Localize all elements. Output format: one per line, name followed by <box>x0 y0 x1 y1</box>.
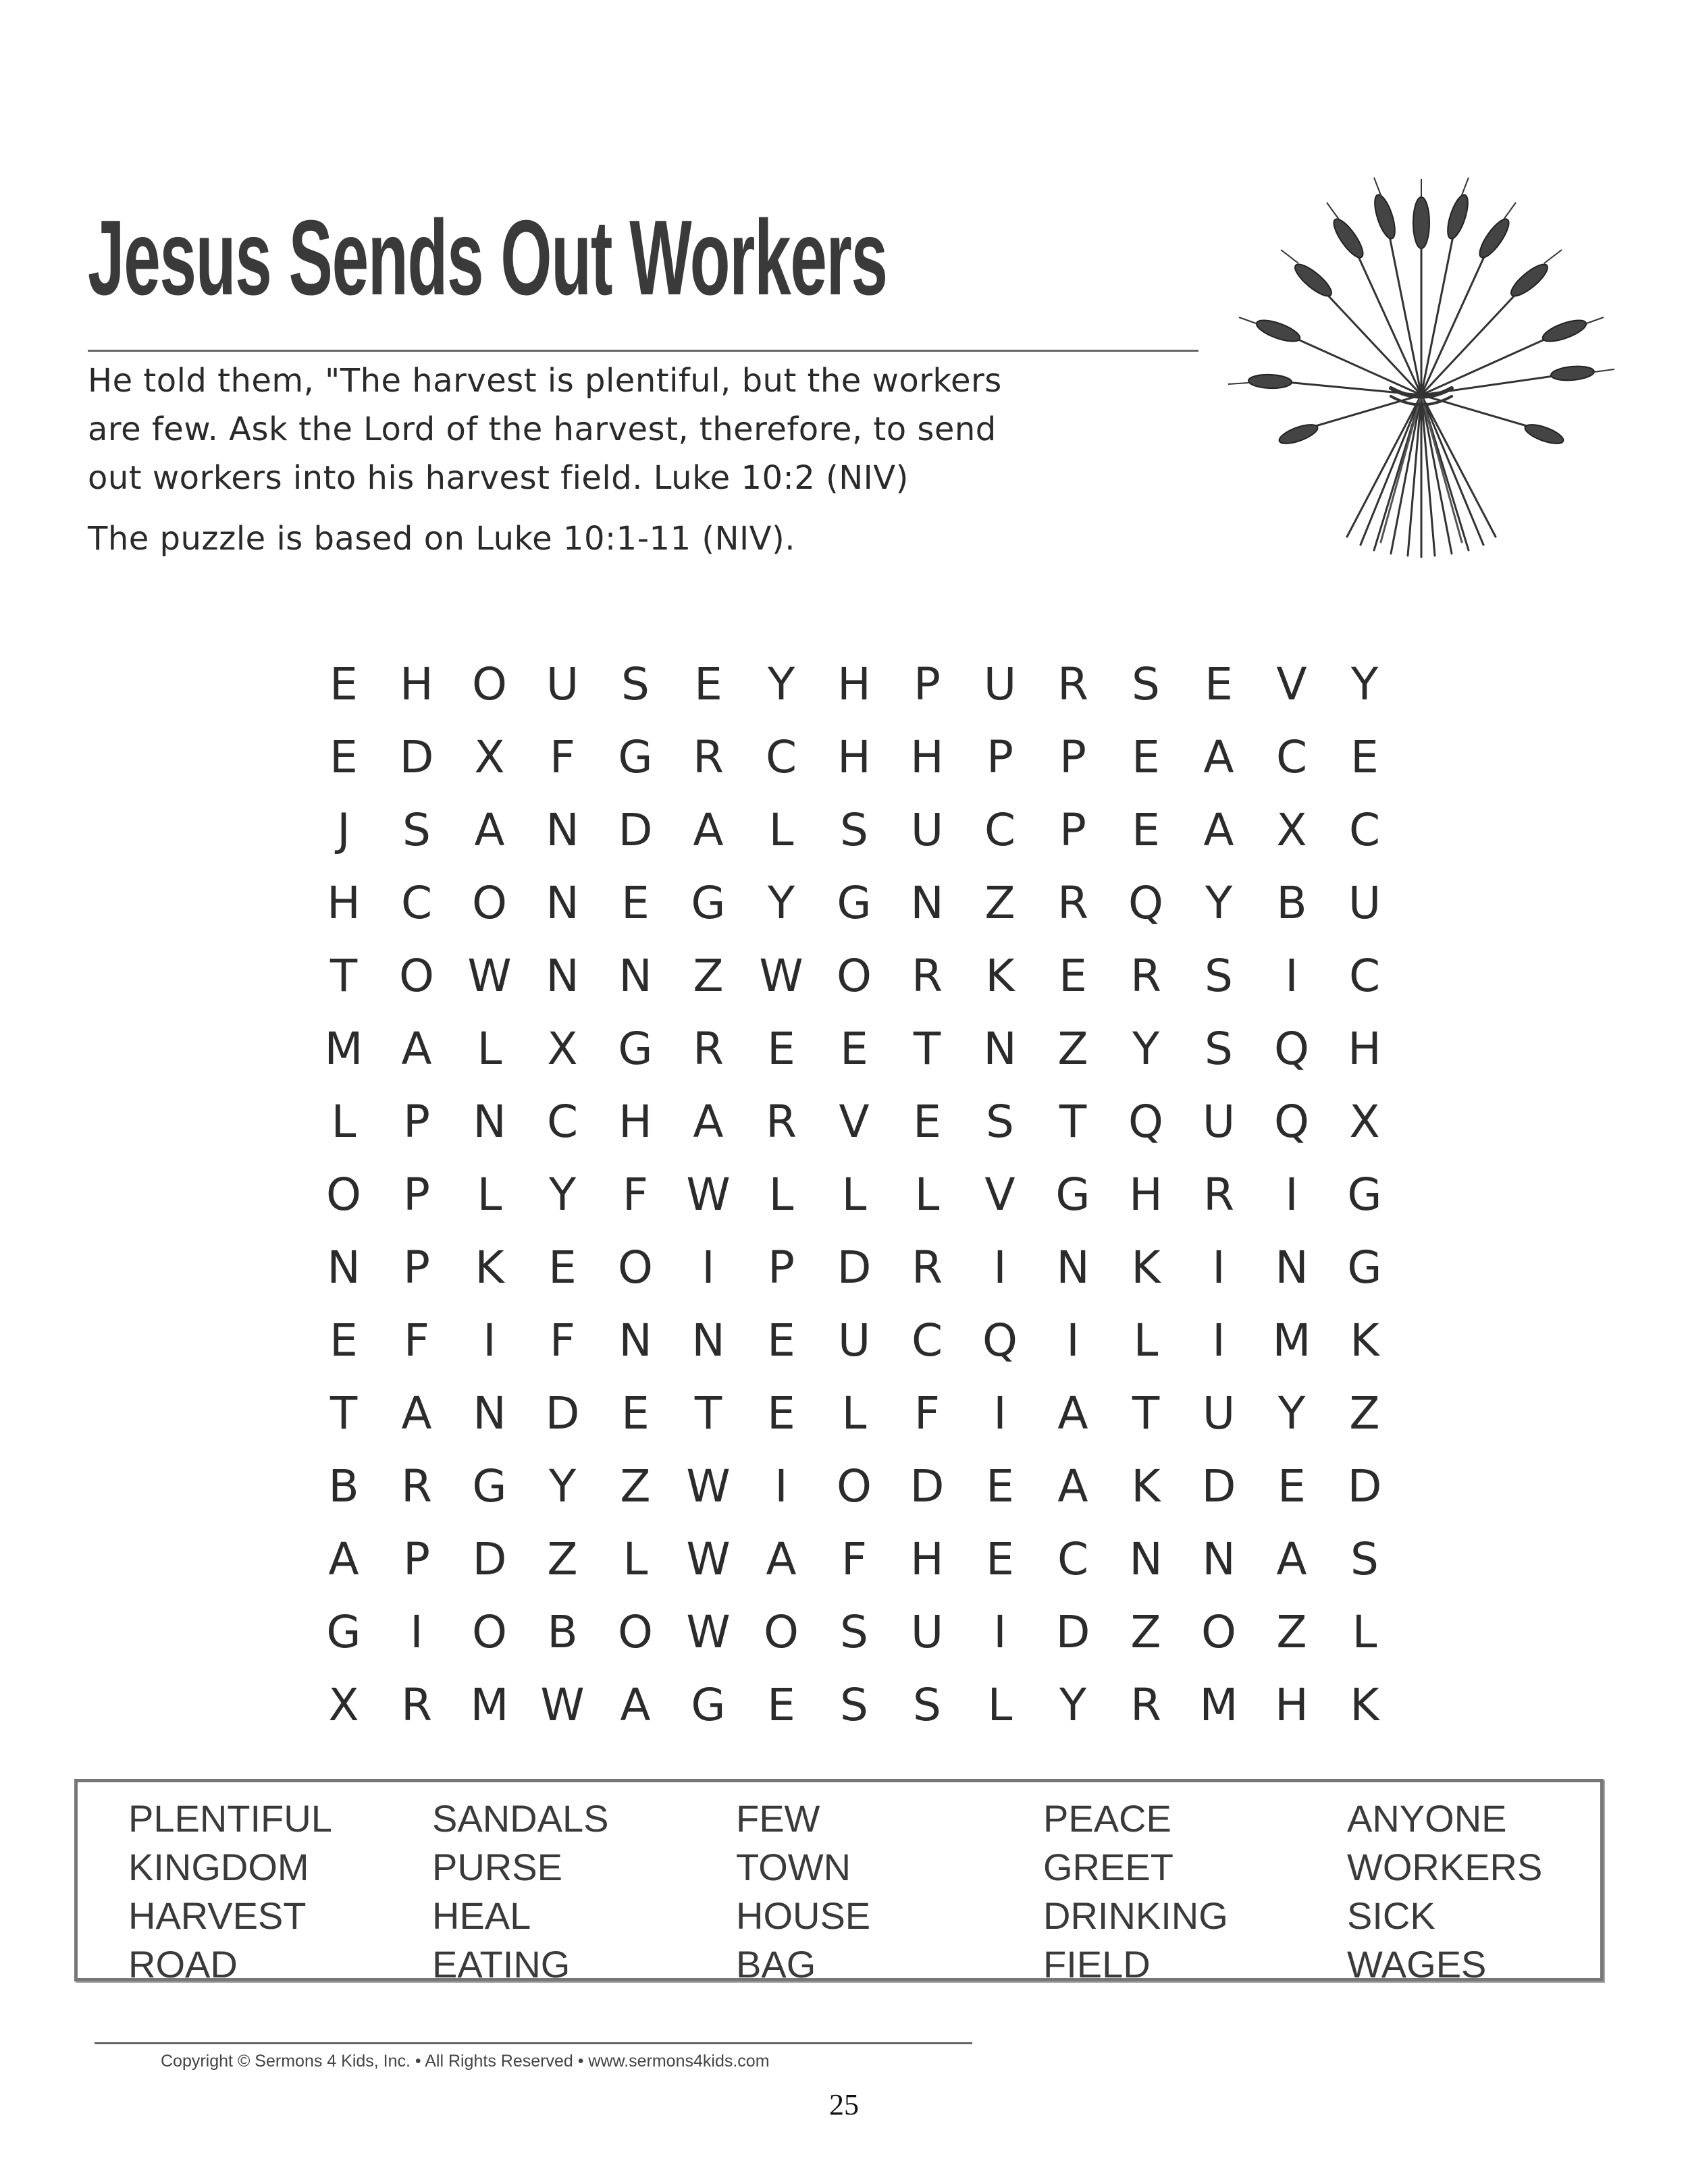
grid-letter: P <box>914 658 941 710</box>
grid-letter: O <box>472 1606 507 1658</box>
grid-letter: S <box>1205 950 1233 1002</box>
grid-letter: N <box>691 1314 725 1366</box>
grid-letter: Z <box>1349 1387 1380 1439</box>
grid-letter: E <box>1277 1460 1306 1512</box>
grid-letter: A <box>766 1533 797 1585</box>
grid-letter: E <box>621 1387 650 1439</box>
grid-letter: E <box>986 1533 1014 1585</box>
grid-letter: N <box>1056 1242 1090 1294</box>
grid-letter: P <box>768 1242 795 1294</box>
grid-letter: B <box>547 1606 578 1658</box>
grid-letter: C <box>765 731 797 783</box>
grid-letter: O <box>1201 1606 1236 1658</box>
grid-letter: T <box>913 1023 941 1075</box>
grid-letter: I <box>993 1387 1007 1439</box>
grid-letter: R <box>1130 950 1161 1002</box>
grid-letter: T <box>329 950 358 1002</box>
grid-letter: D <box>618 804 653 856</box>
grid-letter: H <box>400 658 433 710</box>
grid-letter: L <box>623 1533 648 1585</box>
grid-letter: A <box>1203 804 1234 856</box>
grid-letter: L <box>1133 1314 1159 1366</box>
grid-letter: X <box>547 1023 578 1075</box>
grid-letter: I <box>774 1460 788 1512</box>
puzzle-basis-note: The puzzle is based on Luke 10:1-11 (NIV). <box>88 520 795 558</box>
grid-letter: F <box>623 1169 648 1221</box>
grid-letter: R <box>1203 1169 1234 1221</box>
grid-letter: M <box>324 1023 363 1075</box>
grid-letter: Q <box>1274 1023 1309 1075</box>
grid-letter: D <box>472 1533 507 1585</box>
grid-letter: R <box>766 1096 797 1148</box>
footer-divider <box>95 2042 972 2044</box>
word-search-grid <box>307 648 1421 1742</box>
grid-letter: U <box>910 804 944 856</box>
grid-letter: E <box>767 1387 795 1439</box>
grid-letter: A <box>693 804 724 856</box>
grid-row <box>307 1013 1421 1086</box>
grid-letter: I <box>1285 1169 1298 1221</box>
grid-letter: N <box>546 950 579 1002</box>
grid-letter: Y <box>548 1169 577 1221</box>
grid-letter: P <box>1059 804 1086 856</box>
word-item: FIELD <box>1043 1943 1151 1986</box>
grid-letter: I <box>993 1606 1007 1658</box>
grid-letter: M <box>470 1679 509 1731</box>
grid-letter: C <box>911 1314 943 1366</box>
word-item: KINGDOM <box>128 1846 309 1888</box>
grid-letter: A <box>620 1679 651 1731</box>
grid-letter: K <box>985 950 1015 1002</box>
word-item: SANDALS <box>432 1797 609 1840</box>
grid-letter: E <box>1132 804 1160 856</box>
grid-letter: L <box>768 1169 794 1221</box>
grid-letter: S <box>1132 658 1160 710</box>
word-item: ROAD <box>128 1943 238 1986</box>
grid-letter: F <box>550 1314 575 1366</box>
grid-row <box>307 1231 1421 1304</box>
grid-letter: U <box>837 1314 871 1366</box>
grid-letter: R <box>401 1679 432 1731</box>
grid-letter: R <box>912 1242 943 1294</box>
grid-letter: V <box>1276 658 1307 710</box>
word-list-column <box>736 1794 1020 1989</box>
grid-letter: E <box>1205 658 1233 710</box>
grid-letter: Q <box>1128 1096 1163 1148</box>
grid-letter: E <box>1350 731 1379 783</box>
grid-letter: L <box>841 1387 867 1439</box>
grid-letter: Y <box>767 658 795 710</box>
grid-letter: O <box>326 1169 361 1221</box>
grid-letter: E <box>767 1314 795 1366</box>
grid-letter: P <box>403 1533 430 1585</box>
grid-letter: T <box>329 1387 358 1439</box>
grid-letter: F <box>914 1387 940 1439</box>
grid-letter: U <box>983 658 1017 710</box>
word-item: BAG <box>736 1943 816 1986</box>
grid-letter: A <box>1057 1387 1088 1439</box>
grid-row <box>307 867 1421 940</box>
grid-letter: Z <box>1130 1606 1161 1658</box>
grid-letter: R <box>912 950 943 1002</box>
grid-letter: T <box>1132 1387 1160 1439</box>
grid-row <box>307 1158 1421 1231</box>
grid-letter: E <box>913 1096 941 1148</box>
grid-letter: W <box>540 1679 585 1731</box>
grid-letter: H <box>837 731 871 783</box>
grid-letter: E <box>329 1314 358 1366</box>
grid-letter: E <box>1059 950 1087 1002</box>
grid-letter: Z <box>547 1533 578 1585</box>
grid-letter: P <box>403 1242 430 1294</box>
grid-letter: N <box>473 1387 506 1439</box>
grid-letter: C <box>1348 950 1381 1002</box>
grid-letter: N <box>910 877 944 929</box>
grid-letter: P <box>403 1096 430 1148</box>
grid-letter: W <box>686 1533 731 1585</box>
grid-letter: G <box>837 877 872 929</box>
grid-letter: T <box>694 1387 722 1439</box>
grid-letter: E <box>329 731 358 783</box>
grid-letter: S <box>621 658 650 710</box>
grid-letter: O <box>618 1242 653 1294</box>
word-item: SICK <box>1347 1894 1435 1937</box>
grid-letter: G <box>618 1023 653 1075</box>
grid-letter: I <box>483 1314 496 1366</box>
grid-letter: H <box>910 1533 944 1585</box>
word-list-column <box>1043 1794 1327 1989</box>
grid-letter: W <box>759 950 803 1002</box>
word-item: WAGES <box>1347 1943 1487 1986</box>
grid-letter: N <box>1275 1242 1309 1294</box>
grid-letter: X <box>1276 804 1307 856</box>
grid-letter: R <box>1057 658 1088 710</box>
grid-letter: H <box>1129 1169 1163 1221</box>
grid-letter: J <box>337 804 350 856</box>
grid-letter: K <box>1131 1242 1161 1294</box>
grid-letter: A <box>401 1387 432 1439</box>
grid-letter: C <box>1275 731 1308 783</box>
grid-letter: I <box>410 1606 423 1658</box>
grid-row <box>307 794 1421 867</box>
grid-letter: O <box>472 658 507 710</box>
grid-letter: E <box>986 1460 1014 1512</box>
grid-letter: F <box>841 1533 867 1585</box>
grid-letter: R <box>1130 1679 1161 1731</box>
grid-letter: N <box>327 1242 361 1294</box>
grid-letter: P <box>986 731 1013 783</box>
grid-letter: H <box>1348 1023 1381 1075</box>
grid-letter: Y <box>1059 1679 1087 1731</box>
grid-letter: Y <box>767 877 795 929</box>
grid-letter: D <box>909 1460 945 1512</box>
grid-letter: K <box>1350 1314 1379 1366</box>
grid-letter: L <box>477 1023 502 1075</box>
grid-letter: E <box>621 877 650 929</box>
word-item: GREET <box>1043 1846 1173 1888</box>
grid-letter: P <box>403 1169 430 1221</box>
grid-letter: N <box>1202 1533 1236 1585</box>
word-item: PLENTIFUL <box>128 1797 332 1840</box>
grid-letter: E <box>329 658 358 710</box>
grid-letter: R <box>693 731 724 783</box>
grid-letter: K <box>1131 1460 1161 1512</box>
word-item: EATING <box>432 1943 571 1986</box>
grid-letter: D <box>545 1387 580 1439</box>
grid-letter: D <box>1055 1606 1090 1658</box>
grid-row <box>307 721 1421 794</box>
grid-letter: S <box>913 1679 941 1731</box>
scripture-verse <box>88 356 1209 502</box>
grid-row <box>307 1669 1421 1742</box>
word-item: HARVEST <box>128 1894 307 1937</box>
grid-letter: P <box>1059 731 1086 783</box>
grid-letter: I <box>702 1242 715 1294</box>
grid-letter: K <box>475 1242 504 1294</box>
grid-letter: L <box>768 804 794 856</box>
grid-letter: D <box>1347 1460 1382 1512</box>
grid-letter: U <box>1202 1096 1236 1148</box>
grid-letter: G <box>1347 1169 1382 1221</box>
grid-letter: Q <box>1274 1096 1309 1148</box>
word-item: ANYONE <box>1347 1797 1507 1840</box>
grid-letter: W <box>686 1169 731 1221</box>
grid-letter: G <box>691 877 726 929</box>
grid-letter: O <box>764 1606 799 1658</box>
word-list-column <box>1347 1794 1631 1989</box>
word-item: PEACE <box>1043 1797 1171 1840</box>
grid-row <box>307 1450 1421 1523</box>
grid-letter: K <box>1350 1679 1379 1731</box>
grid-letter: Q <box>982 1314 1018 1366</box>
grid-letter: S <box>840 804 868 856</box>
grid-letter: Z <box>984 877 1016 929</box>
grid-letter: G <box>691 1679 726 1731</box>
grid-letter: A <box>1057 1460 1088 1512</box>
word-item: WORKERS <box>1347 1846 1543 1888</box>
grid-letter: X <box>1349 1096 1380 1148</box>
grid-letter: L <box>1352 1606 1377 1658</box>
grid-letter: S <box>1350 1533 1379 1585</box>
grid-letter: S <box>840 1679 868 1731</box>
grid-row <box>307 940 1421 1013</box>
grid-row <box>307 1086 1421 1158</box>
grid-letter: C <box>546 1096 579 1148</box>
grid-letter: W <box>686 1606 731 1658</box>
grid-row <box>307 1304 1421 1377</box>
grid-letter: L <box>841 1169 867 1221</box>
grid-row <box>307 1523 1421 1596</box>
grid-letter: R <box>401 1460 432 1512</box>
copyright-notice: Copyright © Sermons 4 Kids, Inc. • All Rights Reserved • www.sermons4kids.com <box>161 2052 770 2071</box>
grid-letter: G <box>326 1606 361 1658</box>
verse-line: He told them, "The harvest is plentiful, but the workers <box>88 362 1002 400</box>
grid-letter: G <box>618 731 653 783</box>
grid-letter: L <box>331 1096 357 1148</box>
word-item: HEAL <box>432 1894 531 1937</box>
grid-letter: C <box>1057 1533 1089 1585</box>
grid-letter: R <box>693 1023 724 1075</box>
grid-letter: N <box>546 804 579 856</box>
grid-letter: H <box>327 877 361 929</box>
grid-letter: X <box>328 1679 359 1731</box>
title-divider <box>88 350 1198 352</box>
grid-letter: Y <box>1132 1023 1160 1075</box>
grid-letter: N <box>618 950 652 1002</box>
grid-letter: D <box>837 1242 872 1294</box>
grid-letter: A <box>1276 1533 1307 1585</box>
grid-letter: G <box>1055 1169 1090 1221</box>
grid-letter: F <box>550 731 575 783</box>
grid-letter: U <box>1202 1387 1236 1439</box>
grid-letter: O <box>837 950 872 1002</box>
grid-letter: G <box>1347 1242 1382 1294</box>
grid-letter: E <box>694 658 722 710</box>
grid-letter: S <box>402 804 431 856</box>
grid-letter: H <box>1275 1679 1309 1731</box>
word-item: DRINKING <box>1043 1894 1228 1937</box>
grid-letter: O <box>837 1460 872 1512</box>
grid-letter: A <box>693 1096 724 1148</box>
grid-letter: A <box>401 1023 432 1075</box>
grid-letter: C <box>1348 804 1381 856</box>
grid-letter: N <box>1129 1533 1163 1585</box>
grid-letter: H <box>837 658 871 710</box>
grid-letter: Y <box>1205 877 1233 929</box>
grid-letter: X <box>474 731 505 783</box>
grid-letter: H <box>910 731 944 783</box>
grid-letter: I <box>1285 950 1298 1002</box>
grid-letter: V <box>984 1169 1016 1221</box>
grid-letter: O <box>399 950 434 1002</box>
word-item: HOUSE <box>736 1894 871 1937</box>
grid-letter: O <box>472 877 507 929</box>
grid-letter: Z <box>693 950 724 1002</box>
grid-letter: I <box>1066 1314 1080 1366</box>
grid-letter: A <box>474 804 505 856</box>
grid-letter: B <box>328 1460 359 1512</box>
grid-letter: O <box>618 1606 653 1658</box>
grid-letter: E <box>548 1242 577 1294</box>
grid-letter: H <box>618 1096 652 1148</box>
grid-letter: N <box>983 1023 1017 1075</box>
grid-letter: Y <box>548 1460 577 1512</box>
page-title: Jesus Sends Out Workers <box>88 198 887 317</box>
grid-letter: W <box>467 950 512 1002</box>
grid-letter: L <box>477 1169 502 1221</box>
grid-row <box>307 1377 1421 1450</box>
word-list-column <box>432 1794 716 1989</box>
grid-letter: N <box>618 1314 652 1366</box>
grid-letter: N <box>546 877 579 929</box>
verse-line: are few. Ask the Lord of the harvest, therefore, to send <box>88 410 997 448</box>
wheat-sheaf-icon <box>1219 172 1624 577</box>
grid-letter: L <box>914 1169 940 1221</box>
grid-letter: D <box>399 731 434 783</box>
grid-letter: F <box>404 1314 429 1366</box>
grid-letter: Y <box>1350 658 1379 710</box>
grid-row <box>307 1596 1421 1669</box>
grid-letter: N <box>473 1096 506 1148</box>
grid-letter: S <box>1205 1023 1233 1075</box>
page-number: 25 <box>829 2088 859 2121</box>
word-item: FEW <box>736 1797 820 1840</box>
grid-letter: I <box>1212 1314 1225 1366</box>
word-item: PURSE <box>432 1846 562 1888</box>
grid-letter: Q <box>1128 877 1163 929</box>
grid-letter: M <box>1199 1679 1238 1731</box>
grid-letter: M <box>1272 1314 1311 1366</box>
word-list-box <box>74 1779 1604 1986</box>
grid-letter: G <box>472 1460 507 1512</box>
grid-letter: U <box>910 1606 944 1658</box>
grid-letter: B <box>1276 877 1307 929</box>
grid-letter: C <box>984 804 1016 856</box>
word-item: TOWN <box>736 1846 851 1888</box>
grid-letter: S <box>986 1096 1014 1148</box>
grid-letter: Y <box>1277 1387 1306 1439</box>
grid-letter: U <box>546 658 579 710</box>
grid-letter: Z <box>1276 1606 1307 1658</box>
grid-letter: E <box>767 1023 795 1075</box>
grid-letter: I <box>993 1242 1007 1294</box>
verse-line: out workers into his harvest field. Luke 10:2 (NIV) <box>88 459 909 497</box>
grid-letter: R <box>1057 877 1088 929</box>
grid-letter: E <box>767 1679 795 1731</box>
grid-letter: S <box>840 1606 868 1658</box>
grid-letter: A <box>1203 731 1234 783</box>
grid-letter: D <box>1201 1460 1236 1512</box>
grid-letter: I <box>1212 1242 1225 1294</box>
grid-letter: E <box>1132 731 1160 783</box>
grid-letter: C <box>400 877 433 929</box>
grid-letter: U <box>1348 877 1381 929</box>
grid-letter: L <box>987 1679 1013 1731</box>
grid-letter: V <box>839 1096 870 1148</box>
grid-letter: E <box>840 1023 868 1075</box>
word-list-column <box>128 1794 412 1989</box>
grid-letter: Z <box>1057 1023 1088 1075</box>
grid-row <box>307 648 1421 721</box>
grid-letter: A <box>328 1533 359 1585</box>
grid-letter: T <box>1059 1096 1087 1148</box>
grid-letter: Z <box>620 1460 651 1512</box>
grid-letter: W <box>686 1460 731 1512</box>
